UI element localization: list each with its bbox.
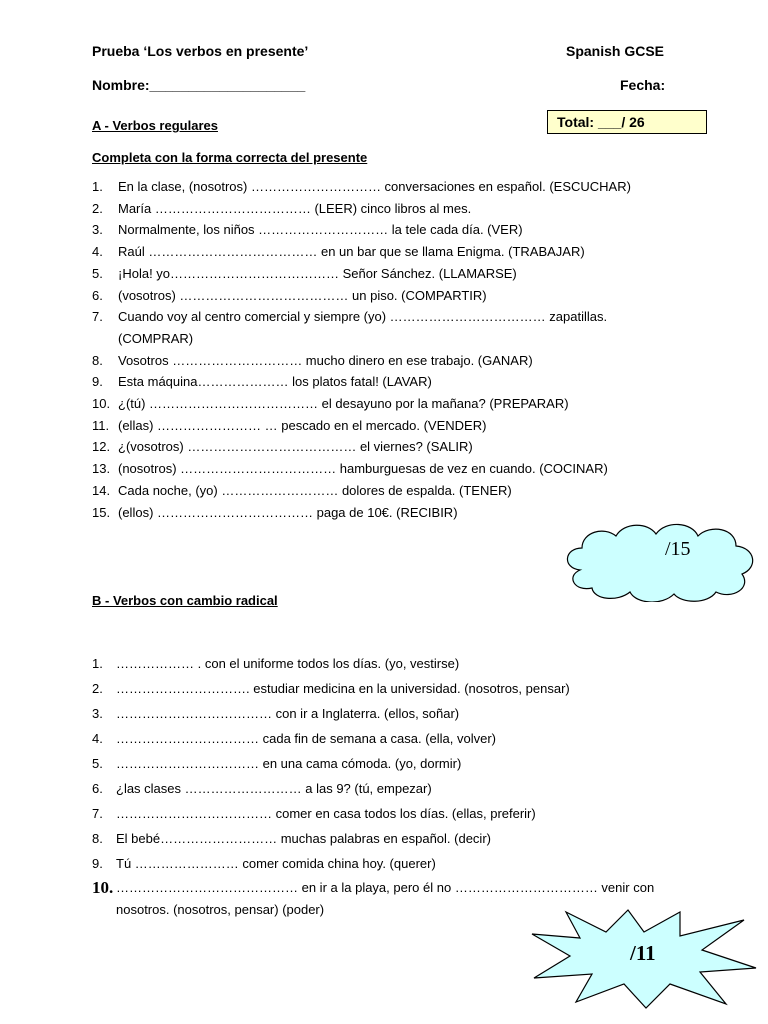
list-item: 9. Esta máquina………………… los platos fatal! (LAVAR) xyxy=(92,374,432,390)
cloud-icon xyxy=(567,524,752,602)
list-item: 10. …………………………………… en ir a la playa, pero él no …………………………… venir con nosotros. (nosotros, pensar) (poder) xyxy=(92,878,655,917)
list-item: 10. ¿(tú) ………………………………… el desayuno por la mañana? (PREPARAR) xyxy=(92,396,569,412)
date-label: Fecha: xyxy=(620,77,666,93)
list-item: 2. …………………………. estudiar medicina en la universidad. (nosotros, pensar) xyxy=(92,681,570,696)
list-item: 3. Normalmente, los niños ………………………… la tele cada día. (VER) xyxy=(92,222,523,238)
list-item: 4. …………………………… cada fin de semana a casa. (ella, volver) xyxy=(92,731,497,746)
section-b-score: /11 xyxy=(630,941,656,965)
worksheet-title: Prueba ‘Los verbos en presente’ xyxy=(92,43,309,59)
list-item: 6. ¿las clases ……………………… a las 9? (tú, empezar) xyxy=(92,781,432,796)
section-b-list xyxy=(92,651,692,921)
list-item: 8. El bebé……………………… muchas palabras en español. (decir) xyxy=(92,831,491,846)
list-item: 5. …………………………… en una cama cómoda. (yo, dormir) xyxy=(92,756,462,771)
total-score-box: Total: ___/ 26 xyxy=(547,110,707,134)
section-b-heading: B - Verbos con cambio radical xyxy=(92,593,278,608)
list-item: 15. (ellos) ……………………………… paga de 10€. (RECIBIR) xyxy=(92,504,458,520)
list-item: 1. En la clase, (nosotros) ………………………… conversaciones en español. (ESCUCHAR) xyxy=(92,179,631,194)
list-item: 3. ……………………………… con ir a Inglaterra. (ellos, soñar) xyxy=(92,706,460,721)
section-a-score: /15 xyxy=(665,538,691,560)
list-item: 6. (vosotros) ………………………………… un piso. (COMPARTIR) xyxy=(92,287,487,303)
list-item: 7. ……………………………… comer en casa todos los días. (ellas, preferir) xyxy=(92,806,536,821)
name-field: Nombre:____________________ xyxy=(92,77,306,93)
list-item: 11. (ellas) …………………… … pescado en el mercado. (VENDER) xyxy=(92,417,487,433)
list-item: 8. Vosotros ………………………… mucho dinero en ese trabajo. (GANAR) xyxy=(92,352,533,368)
list-item: 1. ……………… . con el uniforme todos los días. (yo, vestirse) xyxy=(92,656,460,671)
list-item: 2. María ……………………………… (LEER) cinco libros al mes. xyxy=(92,200,472,216)
list-item: 14. Cada noche, (yo) ……………………… dolores de espalda. (TENER) xyxy=(92,482,512,498)
list-item: 9. Tú …………………… comer comida china hoy. (querer) xyxy=(92,856,436,871)
section-a-list xyxy=(92,176,672,523)
course-label: Spanish GCSE xyxy=(566,43,665,59)
cloud-score-shape xyxy=(560,518,760,602)
section-a-heading: A - Verbos regulares xyxy=(92,118,218,133)
list-item: 4. Raúl ………………………………… en un bar que se llama Enigma. (TRABAJAR) xyxy=(92,244,585,260)
list-item: 13. (nosotros) ……………………………… hamburguesas de vez en cuando. (COCINAR) xyxy=(92,461,608,477)
list-item: 7. Cuando voy al centro comercial y siempre (yo) ……………………………… zapatillas. (COMPRAR) xyxy=(92,309,608,346)
list-item: 12. ¿(vosotros) ………………………………… el viernes? (SALIR) xyxy=(92,439,473,455)
section-a-instruction: Completa con la forma correcta del presente xyxy=(92,150,368,165)
list-item: 5. ¡Hola! yo………………………………… Señor Sánchez. (LLAMARSE) xyxy=(92,265,517,281)
